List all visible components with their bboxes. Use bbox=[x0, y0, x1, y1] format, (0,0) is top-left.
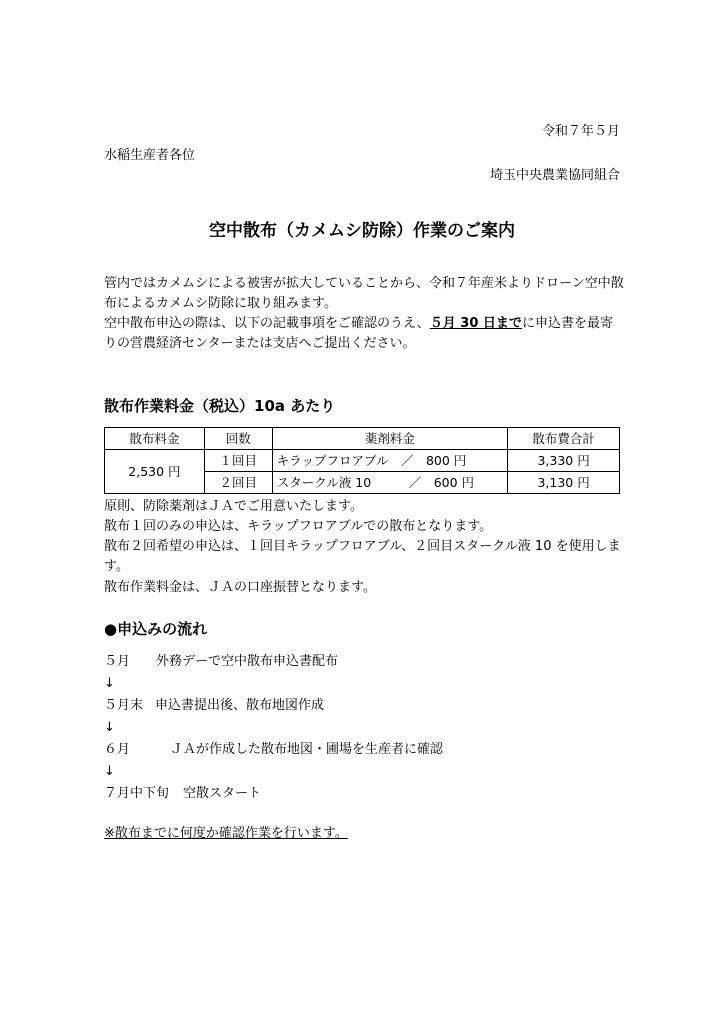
down-arrow-icon: ↓ bbox=[104, 720, 115, 735]
note-line: 散布１回のみの申込は、キラップフロアブルでの散布となります。 bbox=[104, 519, 493, 535]
footer-note: ※散布までに何度か確認作業を行います。 bbox=[104, 826, 348, 841]
deadline: ５月 30 日まで bbox=[429, 316, 522, 332]
total-cell: 3,130 円 bbox=[508, 472, 620, 494]
chemical-cell: スタークル液 10 ／ 600 円 bbox=[272, 472, 507, 494]
flow-step-when: ６月 bbox=[104, 742, 131, 757]
table-row bbox=[105, 450, 620, 472]
column-header-chemical-fee: 薬剤料金 bbox=[272, 428, 507, 450]
spray-fee-cell: 2,530 円 bbox=[105, 450, 205, 494]
flow-step bbox=[104, 696, 324, 716]
issue-date: 令和７年５月 bbox=[541, 124, 620, 139]
chemical-cell: キラップフロアブル ／ 800 円 bbox=[272, 450, 507, 472]
fee-table bbox=[104, 427, 620, 494]
flow-step-what: 外務デーで空中散布申込書配布 bbox=[156, 654, 339, 669]
down-arrow-icon: ↓ bbox=[104, 764, 115, 779]
flow-step bbox=[104, 652, 338, 672]
table-header-row bbox=[105, 428, 620, 450]
column-header-times: 回数 bbox=[204, 428, 272, 450]
flow-step-what: ＪＡが作成した散布地図・圃場を生産者に確認 bbox=[170, 742, 444, 757]
column-header-total: 散布費合計 bbox=[508, 428, 620, 450]
intro-text bbox=[104, 274, 624, 355]
note-line: 散布作業料金は、ＪＡの口座振替となります。 bbox=[104, 579, 376, 595]
recipient: 水稲生産者各位 bbox=[104, 148, 196, 163]
column-header-spray-fee: 散布料金 bbox=[105, 428, 205, 450]
times-cell: １回目 bbox=[204, 450, 272, 472]
times-cell: ２回目 bbox=[204, 472, 272, 494]
flow-step-when: ５月 bbox=[104, 654, 131, 669]
sender-organization: 埼玉中央農業協同組合 bbox=[489, 168, 620, 183]
flow-step bbox=[104, 740, 443, 760]
flow-step-what: 空散スタート bbox=[183, 786, 262, 801]
fee-heading: 散布作業料金（税込）10a あたり bbox=[104, 397, 336, 415]
flow-step bbox=[104, 784, 261, 804]
flow-step-when: ５月末 bbox=[104, 698, 144, 713]
flow-heading: ●申込みの流れ bbox=[104, 620, 208, 638]
intro-text-before-deadline: 空中散布申込の際は、以下の記載事項をご確認のうえ、 bbox=[104, 316, 430, 332]
note-line: 原則、防除薬剤はＪＡでご用意いたします。 bbox=[104, 499, 363, 514]
intro-paragraph-2 bbox=[104, 314, 624, 354]
down-arrow-icon: ↓ bbox=[104, 676, 115, 691]
intro-text-after-deadline: に申込書を最寄りの営農経済センターまたは支店へご提出ください。 bbox=[104, 316, 613, 352]
total-cell: 3,330 円 bbox=[508, 450, 620, 472]
flow-step-what: 申込書提出後、散布地図作成 bbox=[155, 698, 325, 713]
flow-step-when: ７月中下旬 bbox=[104, 786, 170, 801]
fee-notes bbox=[104, 497, 624, 598]
document-title: 空中散布（カメムシ防除）作業のご案内 bbox=[209, 221, 515, 241]
note-line: 散布２回希望の申込は、１回目キラップフロアブル、２回目スタークル液 10 を使用します。 bbox=[104, 539, 621, 575]
intro-paragraph-1: 管内ではカメムシによる被害が拡大していることから、令和７年産米よりドローン空中散布によるカメムシ防除に取り組みます。 bbox=[104, 276, 624, 312]
